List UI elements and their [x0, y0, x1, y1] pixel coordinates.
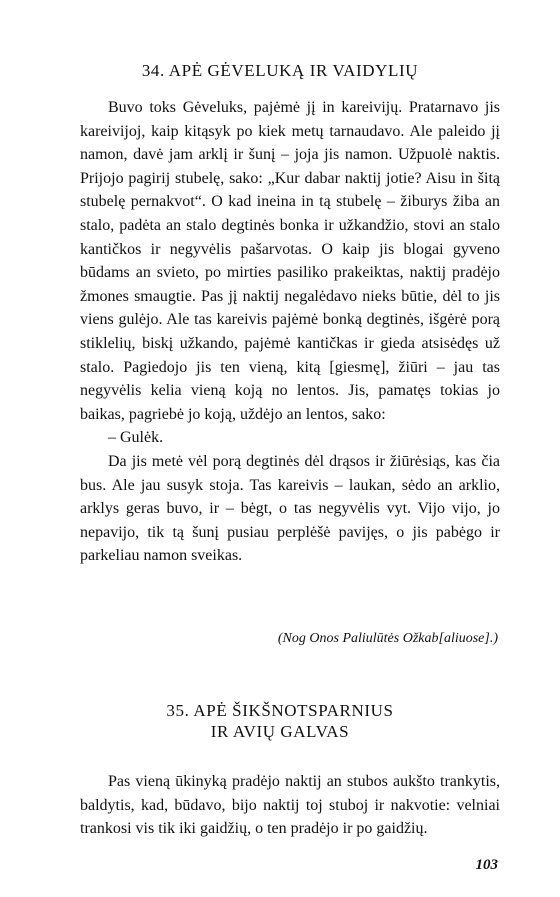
section-35-title-line-2: IR AVIŲ GALVAS	[210, 722, 350, 741]
paragraph: Pas vieną ūkinyką pradėjo naktij an stubos aukšto trankytis, baldytis, kad, būdavo, bijo naktij toj stuboj ir nakvotie: velniai trankosi vis tik iki gaidžių, o ten pradėjo ir po gaidžių.	[80, 773, 500, 838]
section-35-title-line-1: 35. APĖ ŠIKŠNOTSPARNIUS	[166, 701, 394, 720]
page-number: 103	[475, 857, 498, 873]
paragraph: – Gulėk.	[108, 429, 164, 447]
section-35-title	[60, 700, 500, 742]
paragraph: Buvo toks Gėveluks, pajėmė jį in kareivijų. Pratarnavo jis kareivijoj, kaip kitąsyk po kiek metų tarnaudavo. Ale paleido jį namon, davė jam arklį ir šunį – joja jis namon. Užpuolė naktis. Prijojo pagirij stubelę, sako: „Kur dabar naktij jotie? Aisu in šitą stubelę pernakvot“. O kad ineina in tą stubelę – žiburys žiba an stalo, padėta an stalo degtinės bonka ir užkandžio, stovi an stalo kantičkos ir negyvėlis pašarvotas. O kaip jis blogai gyveno būdams an svieto, po mirties pasiliko prakeiktas, naktij pradėjo žmones smaugtie. Pas jį naktij negalėdavo nieks būtie, dėl to jis viens gulėjo. Ale tas kareivis pajėmė bonką degtinės, išgėrė porą stiklelių, biskį užkando, pajėmė kantičkas ir gieda atsisėdęs už stalo. Pagiedojo jis ten vieną, kitą [giesmę], žiūri – jau tas negyvėlis kelia vieną koją no lentos. Jis, pamatęs tokias jo baikas, pagriebė jo koją, uždėjo an lentos, sako:	[80, 99, 500, 423]
section-34-title: 34. APĖ GĖVELUKĄ IR VAIDYLIŲ	[141, 61, 419, 80]
source-note: (Nog Onos Paliulūtės Ožkab[aliuose].)	[277, 631, 498, 646]
paragraph: Da jis metė vėl porą degtinės dėl drąsos ir žiūrėsiąs, kas čia bus. Ale jau susyk stoja. Tas kareivis – laukan, sėdo an arklio, arklys geras buvo, ir – bėgt, o tas negyvėlis vyt. Vijo vijo, jo nepavijo, tik tą šunį pusiau perplėšė pavijęs, o jis pabėgo ir parkeliau namon sveikas.	[80, 452, 500, 565]
section-34-text	[80, 96, 500, 568]
section-35-text	[80, 770, 500, 841]
